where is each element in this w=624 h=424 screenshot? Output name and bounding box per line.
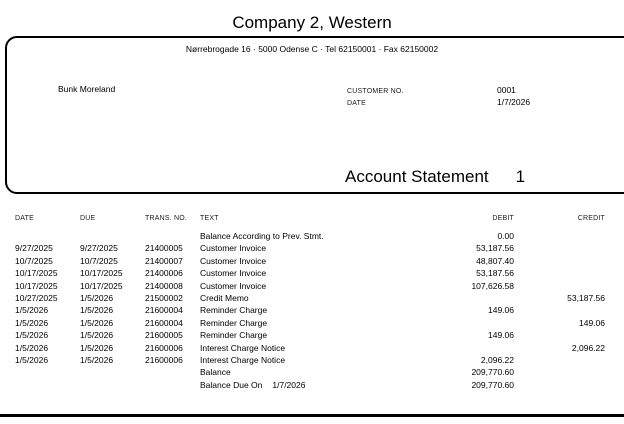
cell-due: 1/5/2026: [80, 354, 114, 365]
cell-due: 1/5/2026: [80, 292, 114, 303]
cell-debit: 149.06: [488, 330, 514, 341]
header-due: DUE: [80, 215, 96, 222]
header-date: DATE: [15, 215, 34, 222]
cell-text: [200, 379, 420, 391]
cell-due: 10/17/2025: [80, 268, 123, 279]
cell-date: 1/5/2026: [15, 330, 49, 341]
table-row: [15, 379, 605, 391]
statement-date-label: DATE: [347, 100, 366, 107]
cell-text-label: Reminder Charge: [200, 305, 268, 316]
cell-trans-no: 21400008: [145, 280, 183, 291]
cell-debit: 48,807.40: [476, 255, 514, 266]
cell-text: [200, 329, 420, 341]
table-header-row: [15, 214, 605, 230]
cell-text: [200, 366, 420, 378]
cell-trans-no: 21600006: [145, 342, 183, 353]
cell-date: 10/7/2025: [15, 255, 53, 266]
statement-title: [345, 167, 525, 187]
cell-text-label: Customer Invoice: [200, 268, 267, 279]
cell-credit: 149.06: [579, 317, 605, 328]
company-title: Company 2, Western: [232, 13, 392, 32]
cell-text: [200, 292, 420, 304]
cell-date: 10/17/2025: [15, 280, 58, 291]
cell-text: [200, 304, 420, 316]
statement-table-body: [15, 230, 605, 391]
cell-credit: 53,187.56: [567, 292, 605, 303]
cell-text-label: Customer Invoice: [200, 280, 267, 291]
cell-date: 1/5/2026: [15, 342, 49, 353]
cell-text: [200, 354, 420, 366]
customer-name: Bunk Moreland: [58, 84, 116, 94]
cell-text: [200, 255, 420, 267]
cell-trans-no: 21600004: [145, 317, 183, 328]
cell-text-label: Credit Memo: [200, 292, 249, 303]
statement-table: [15, 214, 605, 391]
table-row: [15, 354, 605, 366]
cell-text-label: Balance Due On: [200, 379, 263, 390]
table-row: [15, 317, 605, 329]
statement-title-text: Account Statement: [345, 167, 489, 186]
table-row: [15, 329, 605, 341]
table-row: [15, 255, 605, 267]
table-row: [15, 280, 605, 292]
table-row: [15, 242, 605, 254]
cell-due: 10/17/2025: [80, 280, 123, 291]
cell-debit: 209,770.60: [471, 379, 514, 390]
cell-date: 1/5/2026: [15, 354, 49, 365]
cell-text-label: Reminder Charge: [200, 330, 268, 341]
cell-date: 1/5/2026: [15, 305, 49, 316]
cell-trans-no: 21600005: [145, 330, 183, 341]
table-row: [15, 292, 605, 304]
cell-trans-no: 21600006: [145, 354, 183, 365]
table-row: [15, 230, 605, 242]
cell-text: [200, 242, 420, 254]
cell-debit: 107,626.58: [471, 280, 514, 291]
cell-debit: 53,187.56: [476, 243, 514, 254]
cell-text-label: Customer Invoice: [200, 243, 267, 254]
cell-text: [200, 267, 420, 279]
cell-due: 9/27/2025: [80, 243, 118, 254]
cell-text: [200, 280, 420, 292]
customer-no-label: CUSTOMER NO.: [347, 88, 404, 95]
header-debit: DEBIT: [492, 215, 514, 222]
statement-date-value: 1/7/2026: [497, 97, 531, 107]
cell-text-label: Reminder Charge: [200, 317, 268, 328]
cell-text-label: Interest Charge Notice: [200, 342, 286, 353]
cell-text-label: Balance According to Prev. Stmt.: [200, 231, 324, 241]
header-credit: CREDIT: [577, 215, 605, 222]
cell-text: [200, 230, 420, 242]
header-text: TEXT: [200, 215, 219, 222]
page-bottom-border: [0, 414, 624, 417]
cell-trans-no: 21500002: [145, 292, 183, 303]
cell-date: 1/5/2026: [15, 317, 49, 328]
cell-text-date: 1/7/2026: [272, 379, 306, 390]
cell-date: 10/27/2025: [15, 292, 58, 303]
letterhead-box: [5, 36, 624, 194]
cell-text-label: Customer Invoice: [200, 255, 267, 266]
cell-text: [200, 342, 420, 354]
cell-trans-no: 21400006: [145, 268, 183, 279]
cell-debit: 2,096.22: [480, 354, 514, 365]
header-trans-no: TRANS. NO.: [145, 215, 188, 222]
cell-debit: 53,187.56: [476, 268, 514, 279]
cell-due: 1/5/2026: [80, 317, 114, 328]
cell-trans-no: 21600004: [145, 305, 183, 316]
cell-due: 1/5/2026: [80, 330, 114, 341]
statement-page-number: 1: [515, 167, 526, 186]
cell-debit: 0.00: [497, 231, 514, 241]
cell-due: 1/5/2026: [80, 342, 114, 353]
table-row: [15, 304, 605, 316]
table-row: [15, 366, 605, 378]
cell-text-label: Interest Charge Notice: [200, 354, 286, 365]
cell-date: 10/17/2025: [15, 268, 58, 279]
table-row: [15, 267, 605, 279]
cell-debit: 149.06: [488, 305, 514, 316]
cell-trans-no: 21400005: [145, 243, 183, 254]
cell-text: [200, 317, 420, 329]
customer-no-value: 0001: [497, 85, 516, 95]
cell-trans-no: 21400007: [145, 255, 183, 266]
table-row: [15, 342, 605, 354]
cell-due: 10/7/2025: [80, 255, 118, 266]
cell-text-label: Balance: [200, 367, 231, 378]
company-address: Nørrebrogade 16 · 5000 Odense C · Tel 62150001 · Fax 62150002: [185, 44, 439, 54]
cell-due: 1/5/2026: [80, 305, 114, 316]
cell-debit: 209,770.60: [471, 367, 514, 378]
cell-date: 9/27/2025: [15, 243, 53, 254]
cell-credit: 2,096.22: [571, 342, 605, 353]
